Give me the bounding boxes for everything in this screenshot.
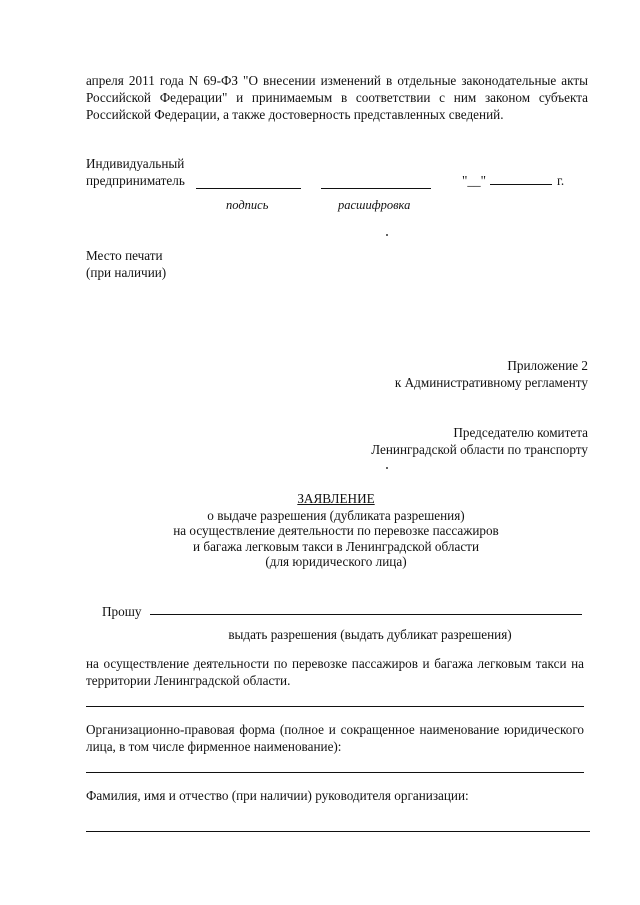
signer-role-line-1: Индивидуальный [86,156,185,171]
document-title: ЗАЯВЛЕНИЕ [297,491,375,506]
request-input-line[interactable] [150,614,582,615]
addressee-line-2: Ленинградской области по транспорту [371,442,588,457]
signature-label: подпись [226,198,269,212]
addressee-line-1: Председателю комитета [453,425,588,440]
stamp-line-2: (при наличии) [86,265,167,280]
org-form-line-1: Организационно-правовая форма (полное и сокращенное наименование юридического [86,722,584,737]
blank-line[interactable] [86,706,584,707]
date-month-line[interactable] [490,184,552,185]
signature-line[interactable] [196,188,301,189]
scan-speck [386,234,388,236]
request-text-line-1: на осуществление деятельности по перевозке пассажиров и багажа легковым такси на [86,656,584,671]
intro-line-2: Российской Федерации" и принимаемым в соответствии с ним законом субъекта [86,90,588,105]
signer-role-line-2: предприниматель [86,173,185,188]
decoding-label: расшифровка [338,198,411,212]
decoding-line[interactable] [321,188,431,189]
stamp-line-1: Место печати [86,248,163,263]
heading-line-2: на осуществление деятельности по перевозке пассажиров [173,523,499,538]
appendix-line-1: Приложение 2 [507,358,588,373]
request-text-line-2: территории Ленинградской области. [86,673,291,688]
org-form-line-2: лица, в том числе фирменное наименование): [86,739,342,754]
request-hint: выдать разрешения (выдать дубликат разрешения) [228,627,512,642]
year-suffix: г. [557,173,565,188]
scan-speck [386,467,388,469]
org-form-input-line[interactable] [86,772,584,773]
appendix-line-2: к Административному регламенту [394,375,588,390]
heading-line-3: и багажа легковым такси в Ленинградской области [193,539,479,554]
head-name-label: Фамилия, имя и отчество (при наличии) руководителя организации: [86,788,469,803]
heading-line-4: (для юридического лица) [265,554,407,569]
intro-line-3: Российской Федерации, а также достоверность представленных сведений. [86,107,504,122]
intro-line-1: апреля 2011 года N 69-ФЗ "О внесении изменений в отдельные законодательные акты [86,73,588,88]
head-name-input-line[interactable] [86,831,590,832]
heading-line-1: о выдаче разрешения (дубликата разрешения) [207,508,465,523]
request-label: Прошу [102,604,142,619]
date-day-quote: "__" [462,173,486,188]
